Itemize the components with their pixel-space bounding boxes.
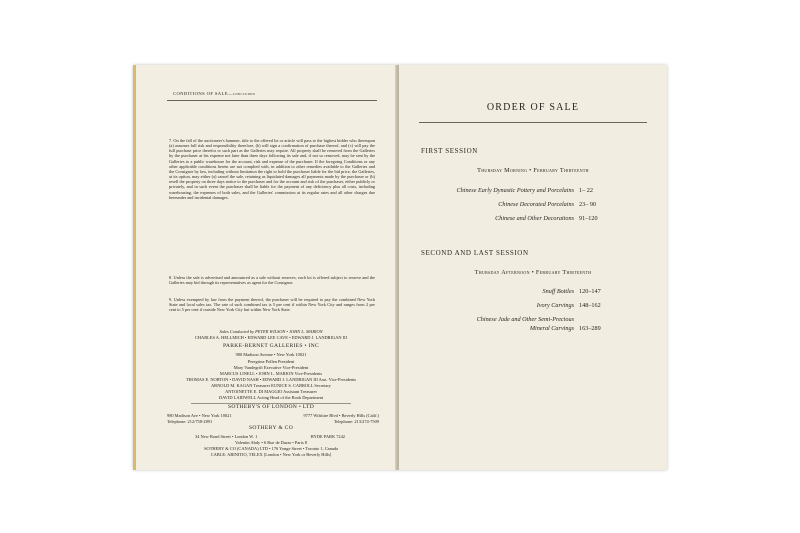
asst-treasurer-line: ANTOINETTE E. DI MAGGIO Assistant Treasurer [225, 389, 317, 394]
session-2-lots: 163–289 [579, 325, 601, 332]
session-2-day: Thursday Afternoon • February Thirteenth [474, 269, 592, 276]
asst-vp-line: THOMAS E. NORTON • DAVID NASH • EDWARD J. LANDRIGAN III Asst. Vice-Presidents [185, 377, 357, 382]
session-2-heading: SECOND AND LAST SESSION [421, 249, 529, 257]
session-1-lots: 1– 22 [579, 187, 593, 194]
title-rule [419, 122, 647, 123]
beverly-hills-phone: Telephone: 213/274-7509 [333, 419, 379, 424]
sothebys-london-name: SOTHEBY'S OF LONDON • LTD [227, 404, 315, 410]
session-2-lots: 120–147 [579, 288, 601, 295]
condition-7: 7. On the fall of the auctioneer's hammer, title to the offered lot or article will pass to the highest bidder who thereupon (a) assumes full risk and responsibility therefore, (b) will sign a confirmation of purchase thereof, and (c) will pay the full purchase price therefor or such part as the Galleries may require. All property shall be removed from the Galleries by the purchaser at his expense not later than three days following its sale and, if not so removed, may be sent by the Galleries to a public warehouse for the account, risk and expense of the purchaser. If the foregoing Conditions or any other applicable conditions herein are not complied with, in addition to other remedies available to the Galleries and the Consignor by law, including without limitation the right to hold the purchaser liable for the bid price, the Galleries, at its option, may either (a) cancel the sale, retaining as liquidated damages all payments made by the purchaser or (b) resell the property on three days notice to the purchaser and for the account and risk of the purchaser, either publicly or privately, and in such event the purchaser shall be liable for the payment of any deficiency plus all costs, including warehousing, the expenses of both sales, and the Galleries' commission at its regular rates and all other charges due hereunder and incidental damages. [169, 138, 375, 200]
beverly-hills-address: 9777 Wilshire Blvd • Beverly Hills (Calif.) [303, 413, 379, 418]
order-of-sale-title: ORDER OF SALE [486, 102, 580, 113]
session-2-item: Snuff Bottles [542, 288, 574, 295]
right-page [399, 65, 667, 470]
header-rule [167, 100, 377, 101]
session-1-item: Chinese and Other Decorations [495, 215, 574, 222]
london-phone: HYDE PARK 7242 [310, 434, 345, 439]
catalog-spread [133, 65, 667, 470]
session-1-item: Chinese Early Dynastic Pottery and Porcelains [456, 187, 574, 194]
session-1-lots: 23– 90 [579, 201, 597, 208]
auctioneers-line: Sales Conducted by PETER WILSON • JOHN L. MARION [219, 329, 323, 334]
sothebys-addresses [167, 413, 379, 418]
sothebys-phones [167, 419, 379, 424]
book-dept-line: DAVID LAIDWELL Acting Head of the Book Department [218, 395, 323, 400]
london-address: 34 New Bond Street • London W. 1 [195, 434, 258, 439]
session-2-lots: 148–162 [579, 302, 601, 309]
session-2-item: Chinese Jade and Other Semi-Precious [476, 316, 574, 323]
page-edge [133, 65, 136, 470]
london-line [195, 434, 345, 439]
cable-line: CABLE: ABINITIO, TELEX [London • New York or Beverly Hills] [210, 452, 332, 457]
auctioneers-line-2: CHARLES A. HELLMICH • EDWARD LEE CAVE • EDWARD J. LANDRIGAN III [194, 335, 348, 340]
sotheby-co-name: SOTHEBY & CO [248, 425, 294, 431]
running-header: CONDITIONS OF SALE—concluded [173, 91, 256, 96]
session-2-item: Mineral Carvings [529, 325, 574, 332]
session-1-heading: FIRST SESSION [421, 147, 478, 155]
session-1-day: Thursday Morning • February Thirteenth [477, 167, 589, 174]
vice-presidents-line: MARCUS LINELL • JOHN L. MARION Vice-Presidents [219, 371, 323, 376]
condition-9: 9. Unless exempted by law from the payment thereof, the purchaser will be required to pay the combined New York State and local sales tax. The rate of such combined tax is 5 per cent if within New York City and ranges from 2 per cent to 5 per cent if outside New York City but within New York State. [169, 297, 375, 313]
ny-phone: Telephone: 212/758-2891 [167, 419, 213, 424]
parke-bernet-address: 980 Madison Avenue • New York 10021 [235, 352, 307, 357]
condition-8: 8. Unless the sale is advertised and announced as a sale without reserves, each lot is offered subject to reserve and the Galleries may bid through its representatives as agent for the Consignor. [169, 275, 375, 286]
session-1-lots: 91–120 [579, 215, 598, 222]
left-page [133, 65, 397, 470]
session-1-item: Chinese Decorated Porcelains [498, 201, 574, 208]
canada-line: SOTHEBY & CO (CANADA) LTD • 176 Yonge Street • Toronto 1, Canada [204, 446, 338, 451]
paris-line: Valentin Abdy • 6 Rue de Duras • Paris 8 [235, 440, 307, 445]
parke-bernet-name: PARKE-BERNET GALLERIES • INC [223, 343, 319, 349]
president-line: Peregrine Pollen President [247, 359, 295, 364]
ny-address: 980 Madison Ave • New York 10021 [167, 413, 232, 418]
executive-vp-line: Mary Vandegrift Executive Vice-President [233, 365, 309, 370]
session-2-item: Ivory Carvings [536, 302, 574, 309]
treasurer-line: ARNOLD M. KAGAN Treasurer EUNICE S. CARROLL Secretary [211, 383, 331, 388]
